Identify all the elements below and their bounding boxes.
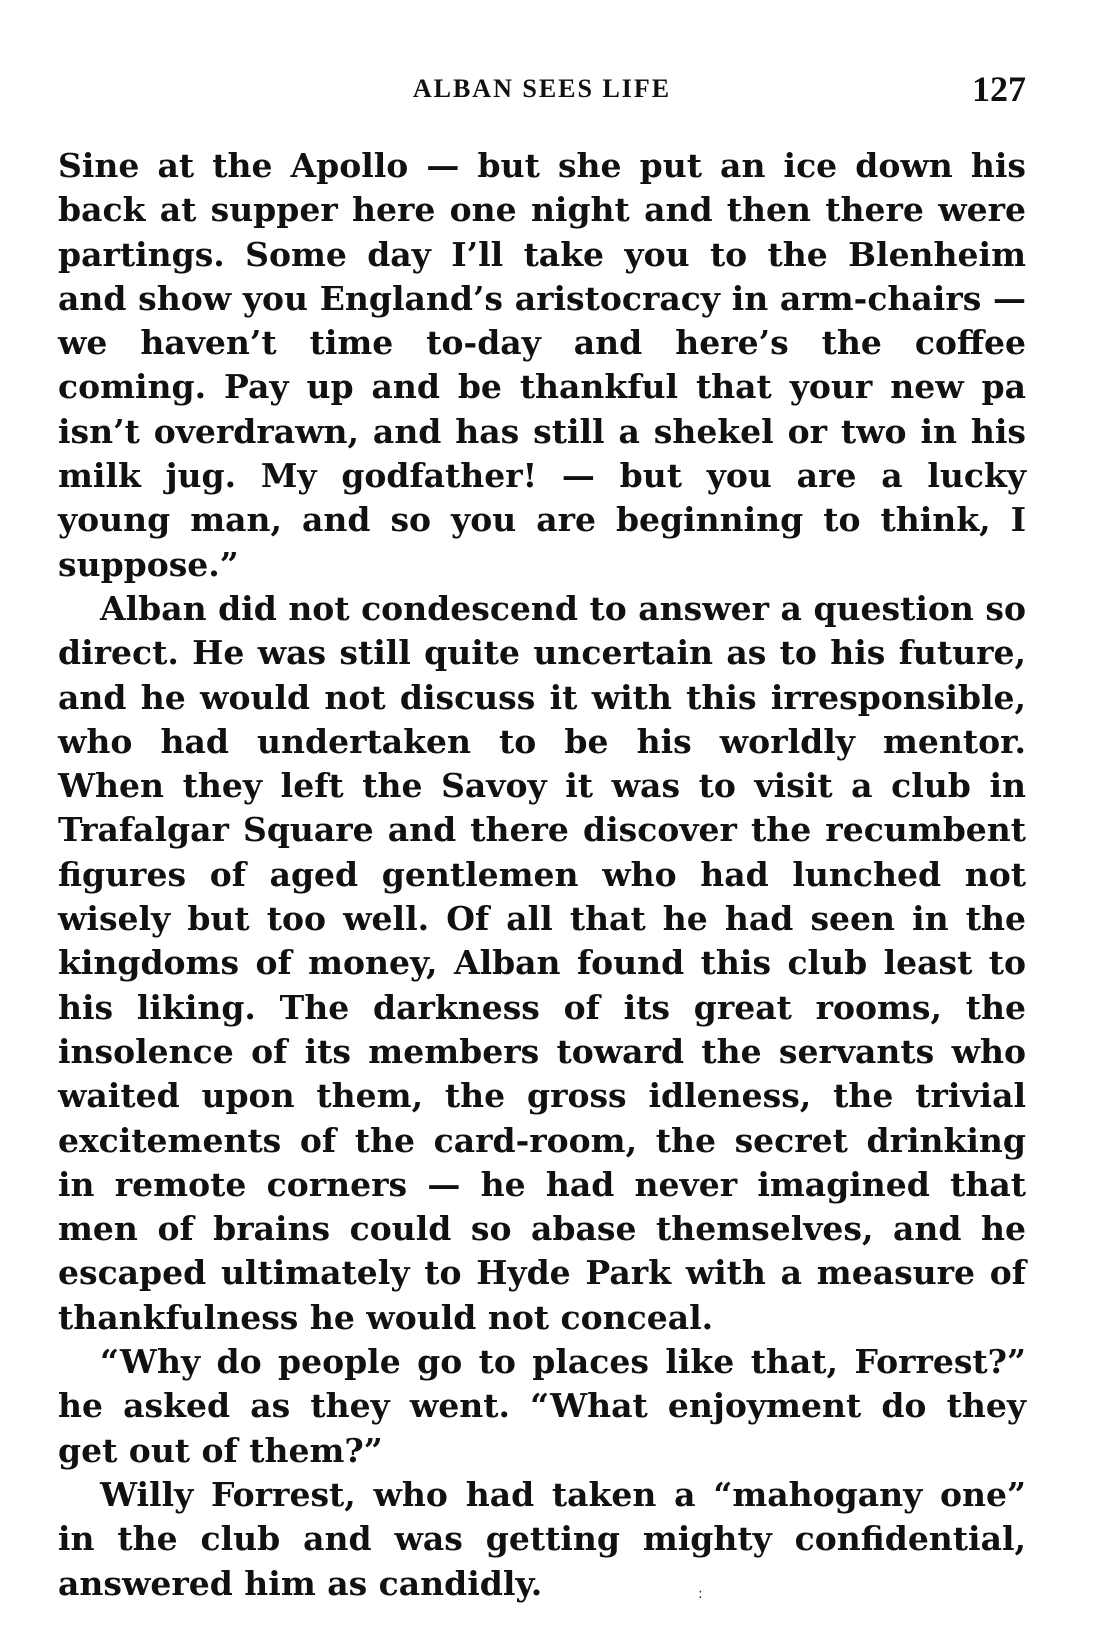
running-title: ALBAN SEES LIFE: [412, 74, 672, 103]
paragraph-2: Alban did not condescend to answer a question so direct. He was still quite uncertain as to his future, and he would not discuss it with this irresponsible, who had undertaken to be his worldly mentor. When they left the Savoy it was to visit a club in Trafalgar Square and there discover the recumbent figures of aged gentlemen who had lunched not wisely but too well. Of all that he had seen in the kingdoms of money, Alban found this club least to his liking. The darkness of its great rooms, the insolence of its members toward the servants who waited upon them, the gross idleness, the trivial excitements of the card-room, the secret drinking in remote corners — he had never imagined that men of brains could so abase themselves, and he escaped ultimately to Hyde Park with a measure of thankfulness he would not conceal.: [58, 588, 1026, 1337]
footer-mark: :: [698, 1586, 703, 1602]
running-head: [58, 68, 1026, 114]
paragraph-4: Willy Forrest, who had taken a “mahogany one” in the club and was getting mighty confidential, answered him as candidly.: [58, 1474, 1026, 1603]
paragraph-3: “Why do people go to places like that, Forrest?” he asked as they went. “What enjoyment do they get out of them?”: [58, 1342, 1026, 1470]
body-text: [58, 144, 1026, 1606]
page-number: 127: [972, 69, 1026, 109]
book-page: [58, 68, 1026, 1606]
paragraph-1: Sine at the Apollo — but she put an ice down his back at supper here one night and then there were partings. Some day I’ll take you to the Blenheim and show you England’s aristocracy in arm-chairs — we haven’t time to-day and here’s the coffee coming. Pay up and be thankful that your new pa isn’t overdrawn, and has still a shekel or two in his milk jug. My godfather! — but you are a lucky young man, and so you are beginning to think, I suppose.”: [58, 146, 1026, 584]
